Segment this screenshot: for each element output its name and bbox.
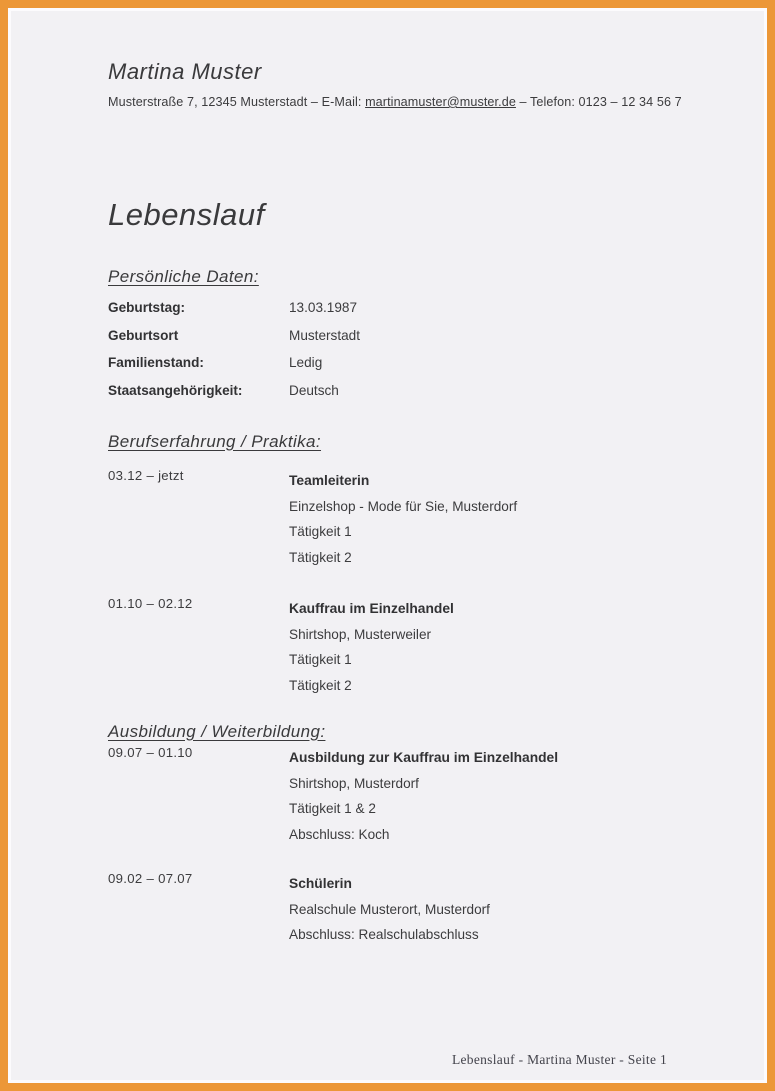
entry-title: Ausbildung zur Kauffrau im Einzelhandel	[289, 750, 559, 765]
entry-line: Tätigkeit 1	[289, 524, 352, 540]
work-entry-kauffrau	[108, 596, 688, 699]
entry-line: Einzelshop - Mode für Sie, Musterdorf	[289, 498, 518, 514]
entry-body	[289, 871, 688, 948]
entry-line: Abschluss: Koch	[289, 827, 390, 843]
entry-date: 09.07 – 01.10	[108, 745, 193, 760]
section-heading-personal-data: Persönliche Daten:	[108, 267, 259, 286]
field-value: 13.03.1987	[289, 300, 358, 315]
work-entry-teamleiterin	[108, 468, 688, 571]
entry-line: Tätigkeit 1	[289, 652, 352, 668]
field-label: Staatsangehörigkeit:	[108, 382, 243, 398]
page-footer: Lebenslauf - Martina Muster - Seite 1	[451, 1052, 667, 1067]
resume-content	[11, 11, 764, 1080]
entry-line: Tätigkeit 2	[289, 550, 352, 566]
entry-body	[289, 468, 688, 571]
entry-line: Shirtshop, Musterweiler	[289, 626, 432, 642]
field-label: Familienstand:	[108, 355, 204, 370]
field-value: Musterstadt	[289, 327, 361, 343]
entry-date: 01.10 – 02.12	[108, 596, 193, 611]
contact-address-text: Musterstraße 7, 12345 Musterstadt – E-Mail:	[108, 95, 366, 109]
personal-data-fields	[108, 300, 668, 410]
entry-body	[289, 596, 688, 699]
field-label: Geburtsort	[108, 327, 179, 343]
entry-line: Shirtshop, Musterdorf	[289, 775, 419, 791]
person-name: Martina Muster	[108, 59, 262, 84]
field-label: Geburtstag:	[108, 300, 186, 315]
entry-date: 03.12 – jetzt	[108, 468, 184, 483]
contact-phone-text: – Telefon: 0123 – 12 34 56 7	[515, 95, 682, 109]
section-heading-work-experience: Berufserfahrung / Praktika:	[108, 432, 322, 451]
field-row-birthdate	[108, 300, 668, 328]
entry-title: Teamleiterin	[289, 473, 370, 488]
entry-body	[289, 745, 688, 848]
entry-date: 09.02 – 07.07	[108, 871, 193, 886]
entry-line: Abschluss: Realschulabschluss	[289, 927, 479, 943]
entry-title: Schülerin	[289, 876, 352, 891]
field-value: Deutsch	[289, 382, 339, 398]
entry-line: Tätigkeit 1 & 2	[289, 801, 376, 817]
resume-page	[8, 8, 767, 1083]
entry-line: Realschule Musterort, Musterdorf	[289, 901, 490, 917]
education-entry-schuelerin	[108, 871, 688, 948]
document-title: Lebenslauf	[108, 197, 265, 232]
field-row-nationality	[108, 383, 668, 411]
field-row-marital-status	[108, 355, 668, 383]
field-value: Ledig	[289, 355, 323, 370]
contact-line	[108, 95, 682, 109]
entry-line: Tätigkeit 2	[289, 678, 352, 694]
section-heading-education: Ausbildung / Weiterbildung:	[108, 722, 326, 741]
field-row-birthplace	[108, 328, 668, 356]
entry-title: Kauffrau im Einzelhandel	[289, 601, 454, 616]
education-entry-ausbildung	[108, 745, 688, 848]
email-link[interactable]: martinamuster@muster.de	[365, 95, 516, 109]
